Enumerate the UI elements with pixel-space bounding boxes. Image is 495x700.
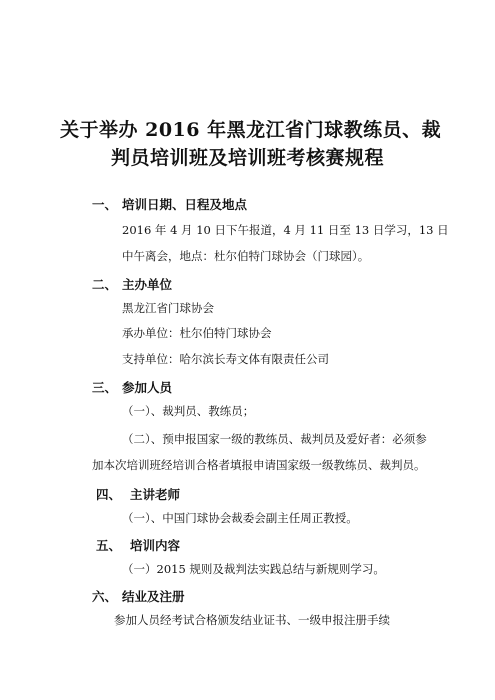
section-3-line-3: 加本次培训班经培训合格者填报申请国家级一级教练员、裁判员。	[92, 458, 426, 472]
section-5-number: 五、	[96, 538, 122, 553]
section-6-number: 六、	[92, 589, 118, 604]
section-4-line-1: （一）、中国门球协会裁委会副主任周正教授。	[122, 511, 358, 525]
section-2-line-2: 承办单位：杜尔伯特门球协会	[122, 326, 272, 340]
section-5-line-1: （一）2015 规则及裁判法实践总结与新规则学习。	[122, 562, 385, 576]
document-title-line-2: 判员培训班及培训班考核赛规程	[110, 147, 384, 169]
section-2-line-1: 黑龙江省门球协会	[122, 301, 214, 315]
section-4-number: 四、	[96, 487, 122, 502]
section-3-number: 三、	[92, 380, 118, 395]
section-5-heading: 培训内容	[130, 538, 181, 553]
section-4-heading: 主讲老师	[130, 487, 181, 502]
section-1-line-1: 2016 年 4 月 10 日下午报道，4 月 11 日至 13 日学习，13 日	[122, 223, 449, 237]
document-title-line-1: 关于举办 2016 年黑龙江省门球教练员、裁	[60, 119, 442, 141]
section-3-line-1: （一）、裁判员、教练员；	[122, 404, 255, 418]
section-1-heading: 培训日期、日程及地点	[122, 197, 248, 212]
section-2-line-3: 支持单位：哈尔滨长寿文体有限责任公司	[122, 352, 329, 366]
section-2-number: 二、	[92, 277, 118, 292]
section-6-line-1: 参加人员经考试合格颁发结业证书、一级申报注册手续	[114, 613, 390, 627]
section-3-line-2: （二）、预申报国家一级的教练员、裁判员及爱好者：必须参	[122, 432, 427, 446]
section-6-heading: 结业及注册	[122, 589, 185, 604]
section-1-number: 一、	[92, 197, 118, 212]
section-3-heading: 参加人员	[122, 380, 173, 395]
section-2-heading: 主办单位	[122, 277, 173, 292]
section-1-line-2: 中午离会，地点：杜尔伯特门球协会（门球园）。	[122, 249, 370, 263]
